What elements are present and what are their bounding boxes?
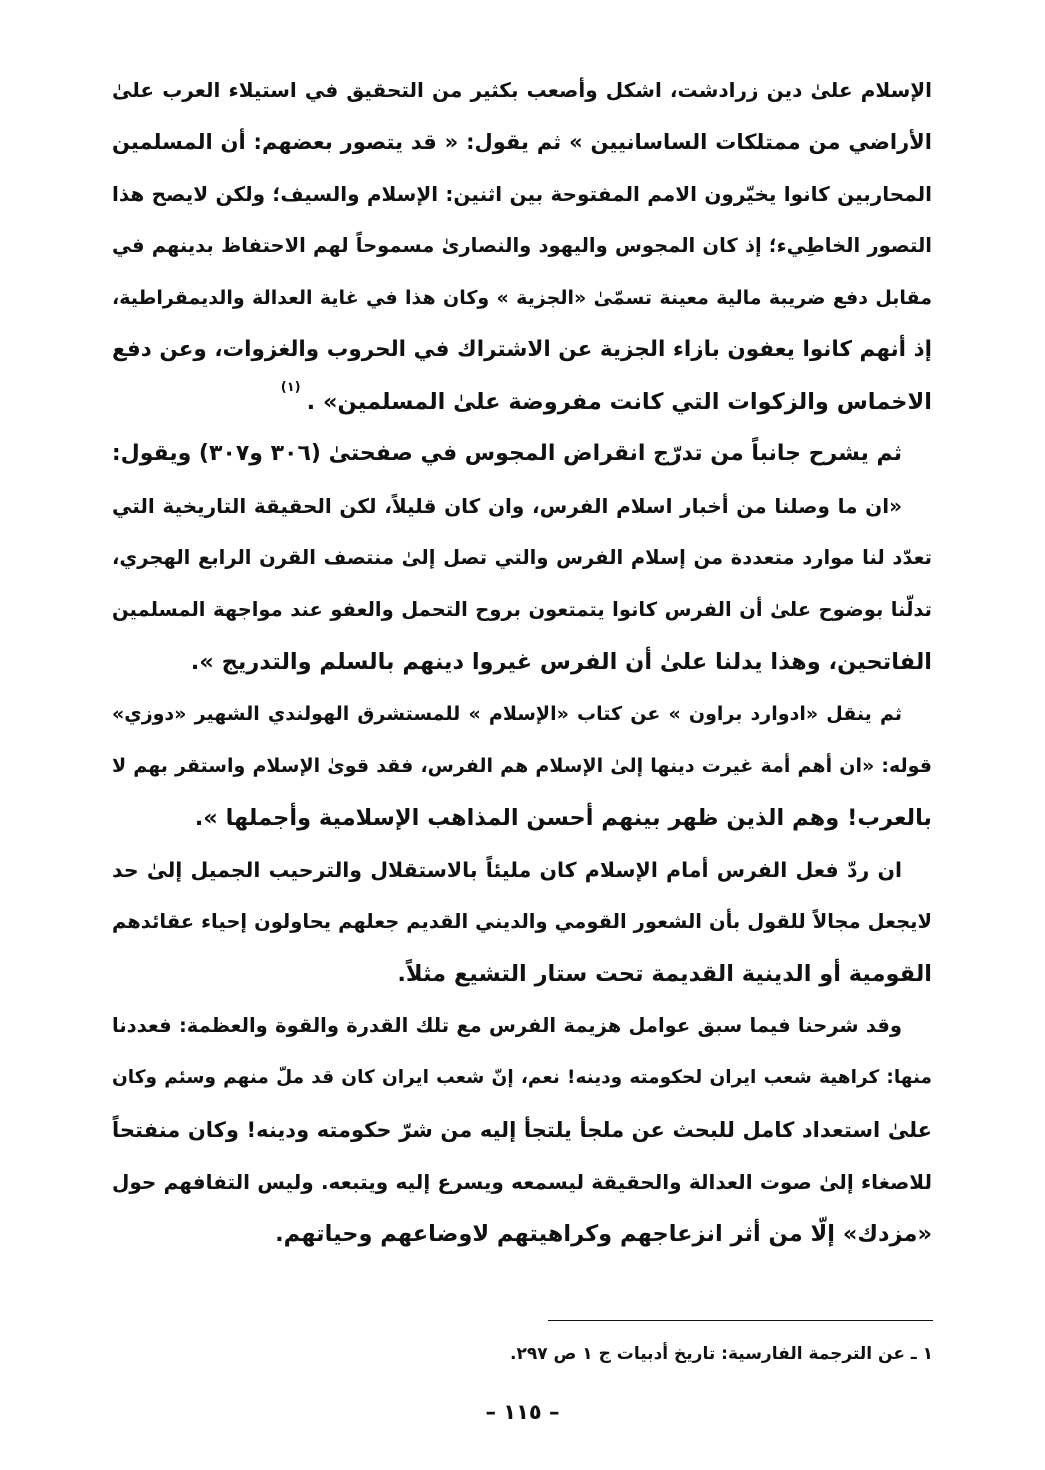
- body-line-16: ان ردّ فعل الفرس أمام الإسلام كان مليئاً بالاستقلال والترحيب الجميل إلىٰ حد: [112, 858, 902, 882]
- body-line-2: الأراضي من ممتلكات الساسانيين » ثم يقول: « قد يتصور بعضهم: أن المسلمين: [112, 130, 932, 154]
- body-line-19: وقد شرحنا فيما سبق عوامل هزيمة الفرس مع تلك القدرة والقوة والعظمة: فعددنا: [112, 1014, 902, 1037]
- body-line-4: التصور الخاطِيء؛ إذ كان المجوس واليهود والنصارىٰ مسموحاً لهم الاحتفاظ بدينهم في: [112, 234, 932, 257]
- body-line-13: ثم ينقل «ادوارد براون » عن كتاب «الإسلام » للمستشرق الهولندي الشهير «دوزي»: [112, 703, 902, 725]
- body-line-6: إذ أنهم كانوا يعفون بازاء الجزية عن الاشتراك في الحروب والغزوات، وعن دفع: [112, 337, 932, 362]
- page-body: [112, 64, 932, 1260]
- body-line-23: «مزدك» إلّا من أثر انزعاجهم وكراهيتهم لاوضاعهم وحياتهم.: [275, 1221, 932, 1247]
- body-line-20: منها: كراهية شعب ايران لحكومته ودينه! نعم، إنّ شعب ايران كان قد ملّ منهم وسئم وكان: [112, 1067, 932, 1088]
- body-line-7: [112, 376, 932, 428]
- body-line-3: المحاربين كانوا يخيّرون الامم المفتوحة بين اثنين: الإسلام والسيف؛ ولكن لايصح هذا: [112, 182, 932, 206]
- footnote-marker: (١): [280, 380, 301, 395]
- body-line-21: علىٰ استعداد كامل للبحث عن ملجأ يلتجأ إليه من شرّ حكومته ودينه! وكان منفتحاً: [112, 1118, 932, 1142]
- body-line-15: بالعرب! وهم الذين ظهر بينهم أحسن المذاهب الإسلامية وأجملها ».: [194, 805, 932, 831]
- body-line-5: مقابل دفع ضريبة مالية معينة تسمّىٰ «الجزية » وكان هذا في غاية العدالة والديمقراطية،: [112, 287, 932, 309]
- body-line-1: الإسلام علىٰ دين زرادشت، اشكل وأصعب بكثير من التحقيق في استيلاء العرب علىٰ: [112, 78, 932, 102]
- footnote-divider: [548, 1320, 933, 1321]
- body-line-17: لايجعل مجالاً للقول بأن الشعور القومي والديني القديم جعلهم يحاولون إحياء عقائدهم: [112, 910, 932, 933]
- body-line-18: القومية أو الدينية القديمة تحت ستار التشيع مثلاً.: [397, 961, 932, 987]
- page-number: – ١١٥ –: [485, 1400, 560, 1424]
- body-line-11: تدلّنا بوضوح علىٰ أن الفرس كانوا يتمتعون بروح التحمل والعفو عند مواجهة المسلمين: [112, 598, 932, 621]
- body-line-9: «ان ما وصلنا من أخبار اسلام الفرس، وان كان قليلاً، لكن الحقيقة التاريخية التي: [112, 494, 902, 518]
- body-line-22: للاصغاء إلىٰ صوت العدالة والحقيقة ليسمعه ويسرع إليه ويتبعه. وليس التفافهم حول: [112, 1170, 932, 1194]
- body-line-7-text: الاخماس والزكوات التي كانت مفروضة علىٰ المسلمين» .: [306, 389, 932, 415]
- body-line-10: تعدّد لنا موارد متعددة من إسلام الفرس والتي تصل إلىٰ منتصف القرن الرابع الهجري،: [112, 546, 932, 569]
- body-line-12: الفاتحين، وهذا يدلنا علىٰ أن الفرس غيروا دينهم بالسلم والتدريج ».: [190, 649, 932, 675]
- footnote: ١ ـ عن الترجمة الفارسية: تاريخ أدبيات ج ١ ص ٢٩٧.: [509, 1344, 933, 1364]
- body-line-8: ثم يشرح جانباً من تدرّج انقراض المجوس في صفحتىٰ (٣٠٦ و٣٠٧) ويقول:: [112, 441, 902, 466]
- body-line-14: قوله: «ان أهم أمة غيرت دينها إلىٰ الإسلام هم الفرس، فقد قوىٰ الإسلام واستقر بهم لا: [112, 755, 932, 777]
